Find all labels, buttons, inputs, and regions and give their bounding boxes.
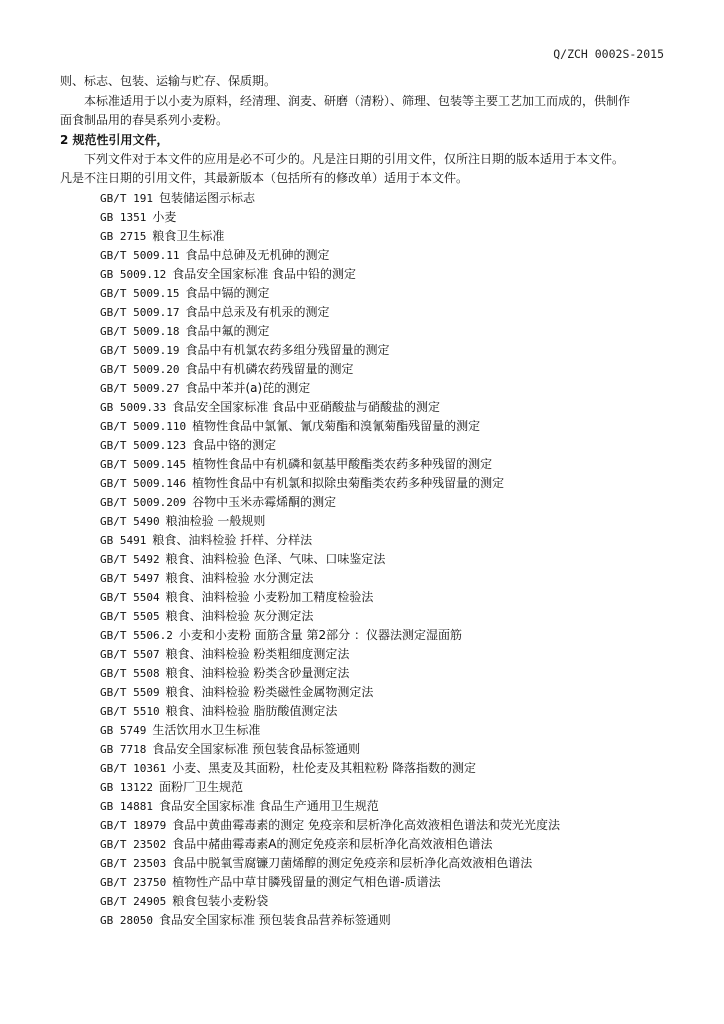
reference-code: GB/T 5009.123	[100, 438, 187, 452]
reference-code: GB/T 5510	[100, 704, 160, 718]
reference-item	[60, 759, 676, 778]
reference-title: 食品中黄曲霉毒素的测定 免疫亲和层析净化高效液相色谱法和荧光光度法	[172, 817, 561, 832]
reference-title: 生活饮用水卫生标准	[152, 722, 261, 737]
reference-code: GB/T 5009.17	[100, 305, 180, 319]
reference-item	[60, 550, 676, 569]
reference-title: 植物性食品中有机氯和拟除虫菊酯类农药多种残留量的测定	[192, 475, 505, 490]
reference-item	[60, 911, 676, 930]
reference-item	[60, 892, 676, 911]
reference-code: GB/T 23750	[100, 875, 167, 889]
reference-title: 植物性食品中有机磷和氨基甲酸酯类农药多种残留的测定	[192, 456, 493, 471]
reference-title: 食品中赭曲霉毒素A的测定免疫亲和层析净化高效液相色谱法	[172, 836, 493, 851]
reference-code: GB 5491	[100, 533, 147, 547]
reference-title: 食品中有机磷农药残留量的测定	[185, 361, 354, 376]
reference-code: GB/T 5497	[100, 571, 160, 585]
reference-title: 粮食、油料检验 粉类含砂量测定法	[165, 665, 350, 680]
reference-title: 食品中总汞及有机汞的测定	[185, 304, 330, 319]
reference-item	[60, 398, 676, 417]
reference-title: 植物性食品中氯氰、氰戊菊酯和溴氰菊酯残留量的测定	[192, 418, 481, 433]
reference-code: GB 28050	[100, 913, 153, 927]
reference-code: GB 2715	[100, 229, 147, 243]
reference-code: GB 13122	[100, 780, 153, 794]
reference-code: GB 1351	[100, 210, 147, 224]
reference-item	[60, 740, 676, 759]
reference-title: 食品安全国家标准 食品中亚硝酸盐与硝酸盐的测定	[172, 399, 441, 414]
scope-paragraph-line-1: 本标准适用于以小麦为原料，经清理、润麦、研磨（清粉）、筛理、包装等主要工艺加工而成的，供制作	[84, 93, 631, 108]
reference-title: 粮食、油料检验 色泽、气味、口味鉴定法	[165, 551, 386, 566]
reference-title: 食品中铬的测定	[192, 437, 277, 452]
intro-paragraph-line-1: 下列文件对于本文件的应用是必不可少的。凡是注日期的引用文件，仅所注日期的版本适用于本文件。	[84, 151, 625, 166]
reference-code: GB 5009.33	[100, 400, 167, 414]
reference-item	[60, 531, 676, 550]
reference-item	[60, 341, 676, 360]
reference-code: GB/T 5009.209	[100, 495, 187, 509]
reference-item	[60, 797, 676, 816]
reference-title: 粮食包装小麦粉袋	[172, 893, 269, 908]
reference-code: GB/T 5492	[100, 552, 160, 566]
reference-code: GB/T 23503	[100, 856, 167, 870]
reference-item	[60, 835, 676, 854]
reference-item	[60, 569, 676, 588]
reference-item	[60, 379, 676, 398]
reference-item	[60, 683, 676, 702]
reference-title: 食品中总砷及无机砷的测定	[185, 247, 330, 262]
reference-item	[60, 322, 676, 341]
reference-item	[60, 208, 676, 227]
reference-code: GB/T 5490	[100, 514, 160, 528]
reference-item	[60, 512, 676, 531]
reference-title: 粮食、油料检验 小麦粉加工精度检验法	[165, 589, 374, 604]
reference-code: GB/T 5509	[100, 685, 160, 699]
reference-title: 粮油检验 一般规则	[165, 513, 266, 528]
reference-item	[60, 645, 676, 664]
reference-item	[60, 246, 676, 265]
reference-item	[60, 607, 676, 626]
reference-code: GB/T 5504	[100, 590, 160, 604]
reference-code: GB/T 5507	[100, 647, 160, 661]
reference-item	[60, 265, 676, 284]
reference-title: 小麦、黑麦及其面粉，杜伦麦及其粗粒粉 降落指数的测定	[172, 760, 477, 775]
reference-item	[60, 284, 676, 303]
reference-title: 面粉厂卫生规范	[158, 779, 243, 794]
reference-title: 粮食、油料检验 水分测定法	[165, 570, 314, 585]
reference-item	[60, 417, 676, 436]
reference-title: 粮食、油料检验 粉类磁性金属物测定法	[165, 684, 374, 699]
reference-item	[60, 588, 676, 607]
reference-title: 包装储运图示标志	[158, 190, 255, 205]
reference-item	[60, 436, 676, 455]
reference-title: 食品中氟的测定	[185, 323, 270, 338]
reference-code: GB/T 5506.2	[100, 628, 173, 642]
reference-code: GB/T 24905	[100, 894, 167, 908]
document-body	[60, 72, 676, 930]
reference-title: 植物性产品中草甘膦残留量的测定气相色谱-质谱法	[172, 874, 441, 889]
reference-title: 粮食、油料检验 粉类粗细度测定法	[165, 646, 350, 661]
reference-item	[60, 455, 676, 474]
reference-item	[60, 702, 676, 721]
reference-title: 食品中脱氧雪腐镰刀菌烯醇的测定免疫亲和层析净化高效液相色谱法	[172, 855, 533, 870]
reference-item	[60, 664, 676, 683]
reference-title: 小麦和小麦粉 面筋含量 第2部分 ：仪器法测定湿面筋	[178, 627, 462, 642]
reference-code: GB/T 5009.15	[100, 286, 180, 300]
reference-code: GB/T 191	[100, 191, 153, 205]
reference-title: 粮食卫生标准	[152, 228, 225, 243]
reference-code: GB/T 5009.146	[100, 476, 187, 490]
reference-title: 粮食、油料检验 扦样、分样法	[152, 532, 313, 547]
document-code: Q/ZCH 0002S-2015	[553, 47, 664, 61]
reference-title: 食品中有机氯农药多组分残留量的测定	[185, 342, 390, 357]
reference-code: GB/T 5009.110	[100, 419, 187, 433]
reference-code: GB/T 5505	[100, 609, 160, 623]
reference-item	[60, 303, 676, 322]
reference-item	[60, 360, 676, 379]
reference-item	[60, 854, 676, 873]
normative-references-list	[60, 189, 676, 930]
reference-title: 谷物中玉米赤霉烯酮的测定	[192, 494, 337, 509]
reference-title: 食品安全国家标准 预包装食品标签通则	[152, 741, 361, 756]
reference-code: GB/T 23502	[100, 837, 167, 851]
reference-item	[60, 626, 676, 645]
reference-code: GB 7718	[100, 742, 147, 756]
reference-title: 食品安全国家标准 食品生产通用卫生规范	[158, 798, 379, 813]
intro-paragraph-line-2: 凡是不注日期的引用文件，其最新版本（包括所有的修改单）适用于本文件。	[60, 171, 469, 185]
reference-title: 食品安全国家标准 预包装食品营养标签通则	[158, 912, 391, 927]
reference-title: 食品安全国家标准 食品中铅的测定	[172, 266, 357, 281]
reference-code: GB/T 10361	[100, 761, 167, 775]
reference-item	[60, 227, 676, 246]
reference-item	[60, 493, 676, 512]
reference-code: GB 5009.12	[100, 267, 167, 281]
reference-code: GB/T 5009.27	[100, 381, 180, 395]
reference-title: 小麦	[152, 209, 177, 224]
reference-item	[60, 474, 676, 493]
reference-code: GB/T 5009.19	[100, 343, 180, 357]
reference-item	[60, 778, 676, 797]
reference-code: GB 14881	[100, 799, 153, 813]
reference-code: GB/T 5009.20	[100, 362, 180, 376]
reference-code: GB/T 18979	[100, 818, 167, 832]
reference-title: 粮食、油料检验 灰分测定法	[165, 608, 314, 623]
reference-code: GB/T 5508	[100, 666, 160, 680]
reference-item	[60, 189, 676, 208]
reference-code: GB/T 5009.11	[100, 248, 180, 262]
reference-code: GB/T 5009.18	[100, 324, 180, 338]
reference-title: 食品中镉的测定	[185, 285, 270, 300]
reference-title: 食品中苯并(a)芘的测定	[185, 380, 311, 395]
reference-item	[60, 873, 676, 892]
reference-code: GB/T 5009.145	[100, 457, 187, 471]
section-heading: 2 规范性引用文件，	[60, 132, 169, 147]
reference-title: 粮食、油料检验 脂肪酸值测定法	[165, 703, 338, 718]
reference-code: GB 5749	[100, 723, 147, 737]
reference-item	[60, 816, 676, 835]
continued-paragraph: 则、标志、包装、运输与贮存、保质期。	[60, 74, 277, 88]
reference-item	[60, 721, 676, 740]
scope-paragraph-line-2: 面食制品用的春昊系列小麦粉。	[60, 113, 229, 127]
